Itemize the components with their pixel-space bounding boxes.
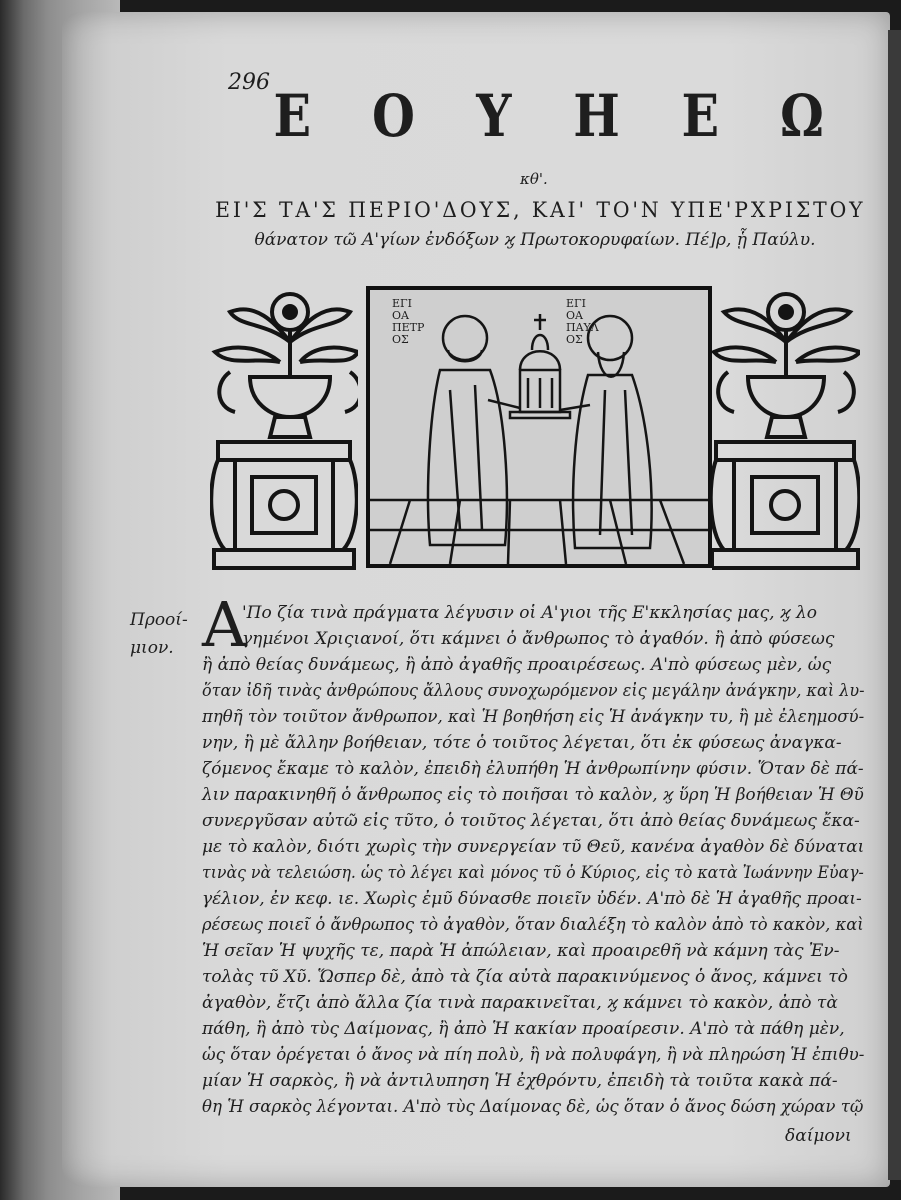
margin-note <box>130 606 188 662</box>
text-line: ρέσεως ποιεῖ ὁ ἄνθρωπος τὸ ἀγαθὸν, ὅταν διαλέξη τὸ καλὸν ἀπὸ τὸ κακὸν, καὶ <box>202 915 864 935</box>
label-line: ΠΕΤΡ <box>392 321 425 334</box>
text-line: ζόμενος ἔκαμε τὸ καλὸν, ἐπειδὴ ἐλυπήθη Ἡ ἀνθρωπίνην φύσιν. Ὅταν δὲ πά- <box>202 759 864 779</box>
label-line: ΟΑ <box>566 309 583 322</box>
text-line: θη Ἡ σαρκὸς λέγονται. Α'πὸ τὺς Δαίμονας δὲ, ὡς ὅταν ὁ ἄνος δώση χώραν τῷ <box>202 1097 864 1117</box>
text-line: με τὸ καλὸν, διότι χωρὶς τὴν συνεργείαν τῦ Θεῦ, κανένα ἀγαθὸν δὲ δύναται <box>202 837 865 857</box>
title-letter: Ο <box>372 82 418 150</box>
label-line: ΟΣ <box>392 333 409 346</box>
text-line: συνεργῦσαν αὐτῶ εἰς τῦτο, ὁ τοιῦτος λέγεται, ὅτι ἀπὸ θείας δυνάμεως ἔκα- <box>202 811 860 831</box>
paul-label <box>566 298 599 346</box>
text-line: πάθη, ἢ ἀπὸ τὺς Δαίμονας, ἢ ἀπὸ Ἡ κακίαν προαίρεσιν. Α'πὸ τὰ πάθη μὲν, <box>202 1019 845 1039</box>
page-number: 296 <box>228 70 270 95</box>
text-line: ὅταν ἰδῆ τινὰς ἀνθρώπους ἄλλους συνοχωρόμενον εἰς μεγάλην ἀνάγκην, καὶ λυ- <box>202 681 865 701</box>
page-title <box>270 82 830 150</box>
text-line: λιν παρακινηθῆ ὁ ἄνθρωπος εἰς τὸ ποιῆσαι τὸ καλὸν, ϗ ὕρη Ἡ βοήθειαν Ἡ Θῦ <box>202 785 864 805</box>
title-letter: Υ <box>476 82 514 150</box>
label-line: ΕΓΙ <box>566 297 587 310</box>
title-letter: Η <box>573 82 622 150</box>
saints-peter-and-paul-woodcut <box>366 286 712 568</box>
facing-page-edge <box>888 30 901 1180</box>
section-heading: ΕΙ'Σ ΤΑ'Σ ΠΕΡΙΟ'ΔΟΥΣ, ΚΑΙ' ΤΟ'Ν ΥΠΕ'ΡΧΡΙΣΤΟΥ <box>215 198 866 222</box>
text-line: νην, ἢ μὲ ἄλλην βοήθειαν, τότε ὁ τοιῦτος λέγεται, ὅτι ἐκ φύσεως ἀναγκα- <box>202 733 842 753</box>
text-line: ἢ ἀπὸ θείας δυνάμεως, ἢ ἀπὸ ἀγαθῆς προαιρέσεως. Α'πὸ φύσεως μὲν, ὡς <box>202 655 832 675</box>
text-line: Ἡ σεῖαν Ἡ ψυχῆς τε, παρὰ Ἡ ἀπώλειαν, καὶ προαιρεθῆ νὰ κάμνη τὰς Ἐν- <box>202 941 840 961</box>
label-line: ΠΑΥΛ <box>566 321 599 334</box>
title-letter: Ω <box>780 82 826 150</box>
text-line: γέλιον, ἐν κεφ. ιε. Χωρὶς ἐμῦ δύνασθε ποιεῖν ὐδέν. Α'πὸ δὲ Ἡ ἀγαθῆς προαι- <box>202 889 862 909</box>
text-line: πηθῆ τὸν τοιῦτον ἄνθρωπον, καὶ Ἡ βοηθήση εἰς Ἡ ἀνάγκην τυ, ἢ μὲ ἐλεημοσύ- <box>202 707 865 727</box>
title-letter: Ε <box>681 82 721 150</box>
flower-vase-ornament-right <box>712 282 860 572</box>
text-line: τινὰς νὰ τελειώση. ὡς τὸ λέγει καὶ μόνος τῦ ὁ Κύριος, εἰς τὸ κατὰ Ἰωάννην Εὐαγ- <box>202 863 864 883</box>
sermon-number: κθ'. <box>520 170 548 188</box>
peter-label <box>392 298 424 346</box>
flower-vase-ornament-left <box>210 282 358 572</box>
margin-note-line: Προοί- <box>130 610 188 630</box>
margin-note-line: μιον. <box>130 638 174 658</box>
catchword: δαίμονι <box>785 1126 852 1146</box>
text-line: μίαν Ἡ σαρκὸς, ἢ νὰ ἀντιλυπηση Ἡ ἐχθρόντυ, ἐπειδὴ τὰ τοιῦτα κακὰ πά- <box>202 1071 838 1091</box>
text-line: ἀγαθὸν, ἔτζι ἀπὸ ἄλλα ζία τινὰ παρακινεῖται, ϗ κάμνει τὸ κακὸν, ἀπὸ τὰ <box>202 993 838 1013</box>
text-line: τολὰς τῦ Χῦ. Ὥσπερ δὲ, ἀπὸ τὰ ζία αὐτὰ παρακινύμενος ὁ ἄνος, κάμνει τὸ <box>202 967 848 987</box>
text-line: ὡς ὅταν ὀρέγεται ὁ ἄνος νὰ πίη πολὺ, ἢ νὰ πολυφάγη, ἢ νὰ πληρώση Ἡ ἐπιθυ- <box>202 1045 865 1065</box>
label-line: ΟΣ <box>566 333 583 346</box>
label-line: ΕΓΙ <box>392 297 413 310</box>
section-subheading: θάνατον τῶ Α'γίων ἐνδόξων ϗ Πρωτοκορυφαίων. Πέ]ρ, ᾗ Παύλυ. <box>254 230 816 250</box>
drop-cap: Α <box>202 588 247 661</box>
label-line: ΟΑ <box>392 309 409 322</box>
text-line: γημένοι Χριςιανοί, ὅτι κάμνει ὁ ἄνθρωπος τὸ ἀγαθόν. ἢ ἀπὸ φύσεως <box>242 629 835 649</box>
title-letter: Ε <box>273 82 313 150</box>
text-line: 'Πο ζία τινὰ πράγματα λέγυσιν οἱ Α'γιοι τῆς Ε'κκλησίας μας, ϗ λο <box>242 603 817 623</box>
